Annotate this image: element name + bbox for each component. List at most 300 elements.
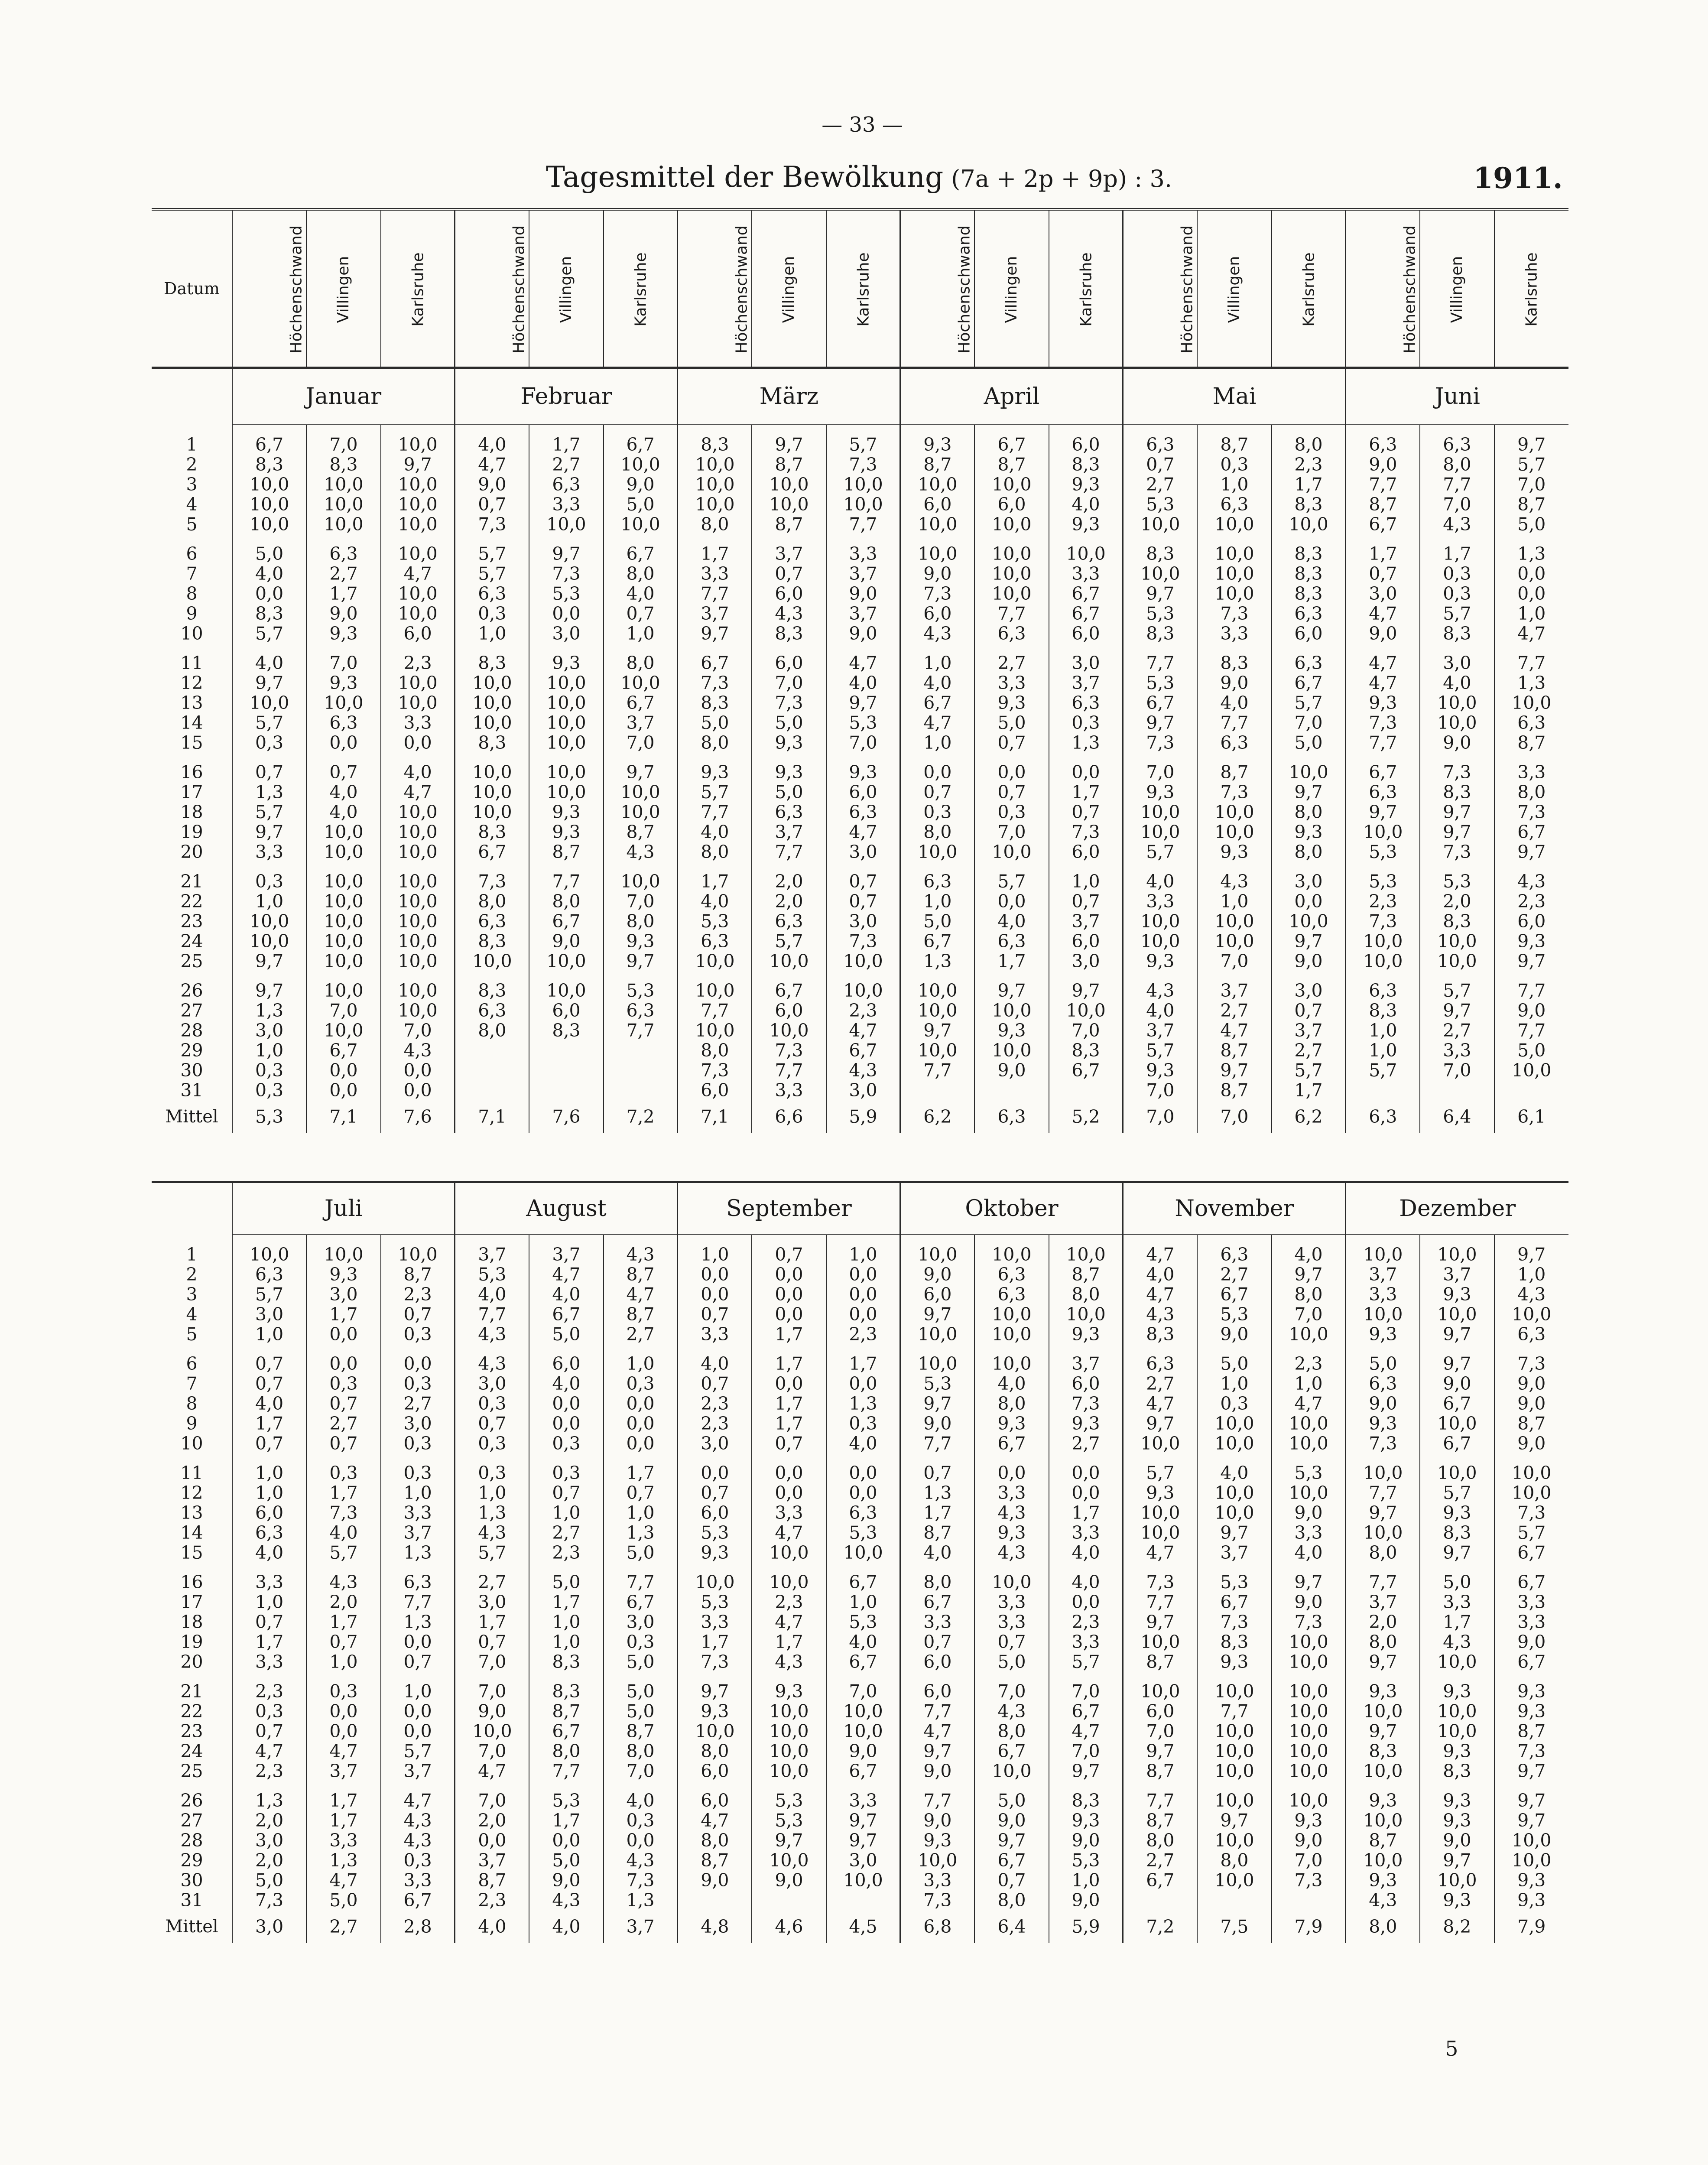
value-cell: 3,0 — [1346, 584, 1420, 604]
day-cell: 12 — [152, 1483, 232, 1503]
value-cell: 1,0 — [381, 1483, 455, 1503]
value-cell: 0,0 — [826, 1483, 900, 1503]
value-cell: 5,7 — [1272, 1060, 1346, 1080]
value-cell: 10,0 — [604, 782, 678, 802]
value-cell: 3,0 — [826, 842, 900, 862]
value-cell: 10,0 — [1346, 1304, 1420, 1324]
value-cell: 4,3 — [1420, 514, 1494, 534]
value-cell: 5,7 — [381, 1741, 455, 1761]
value-cell: 2,3 — [381, 1284, 455, 1304]
value-cell: 6,0 — [1049, 624, 1123, 644]
value-cell: 10,0 — [232, 693, 306, 713]
value-cell: 9,0 — [529, 931, 603, 951]
value-cell: 5,0 — [900, 911, 974, 931]
value-cell: 8,3 — [1346, 1741, 1420, 1761]
value-cell: 4,0 — [826, 1632, 900, 1652]
value-cell: 8,7 — [455, 1870, 529, 1890]
page-number: — 33 — — [822, 113, 903, 137]
value-cell: 6,0 — [1123, 1701, 1197, 1721]
value-cell: 4,3 — [826, 1060, 900, 1080]
value-cell: 7,3 — [1346, 911, 1420, 931]
value-cell: 7,0 — [1049, 1681, 1123, 1701]
value-cell: 10,0 — [1346, 1850, 1420, 1870]
value-cell: 0,3 — [232, 733, 306, 753]
value-cell — [1197, 1890, 1271, 1910]
station-name: Karlsruhe — [1077, 252, 1095, 327]
value-cell: 4,7 — [1517, 624, 1546, 644]
station-name: Karlsruhe — [1523, 252, 1541, 327]
value-cell: 3,0 — [1049, 653, 1123, 673]
value-cell: 7,0 — [826, 733, 900, 753]
value-cell: 9,7 — [1517, 1811, 1546, 1830]
station-name: Villingen — [1002, 256, 1020, 323]
value-cell: 5,0 — [604, 1543, 678, 1563]
table-row — [152, 842, 1568, 862]
day-cell: 10 — [152, 624, 232, 644]
value-cell: 3,0 — [455, 1374, 529, 1394]
value-cell: 4,0 — [306, 1523, 380, 1543]
value-cell: 9,3 — [1517, 1701, 1546, 1721]
value-cell: 0,0 — [752, 1265, 826, 1284]
value-cell: 3,3 — [1197, 624, 1271, 644]
mittel-value: 6,1 — [1517, 1106, 1546, 1127]
value-cell: 6,0 — [900, 1681, 974, 1701]
value-cell: 8,3 — [529, 1652, 603, 1672]
day-cell: 6 — [152, 1354, 232, 1374]
value-cell: 1,7 — [529, 1811, 603, 1830]
value-cell: 7,3 — [1517, 802, 1546, 822]
value-cell: 1,7 — [974, 951, 1049, 971]
value-cell: 5,0 — [752, 713, 826, 733]
value-cell: 1,3 — [232, 1791, 306, 1811]
table-row — [152, 1414, 1568, 1434]
value-cell: 9,7 — [1517, 1791, 1546, 1811]
value-cell: 3,3 — [900, 1612, 974, 1632]
value-cell: 1,7 — [900, 1503, 974, 1523]
value-cell: 8,7 — [1517, 1414, 1546, 1434]
value-cell: 5,0 — [1272, 733, 1346, 753]
month-header: September — [678, 1182, 900, 1235]
value-cell: 7,7 — [678, 584, 752, 604]
day-cell: 17 — [152, 782, 232, 802]
table-row — [152, 564, 1568, 584]
day-cell: 30 — [152, 1870, 232, 1890]
value-cell: 7,3 — [1517, 1741, 1546, 1761]
value-cell: 1,7 — [752, 1354, 826, 1374]
table-row — [152, 1503, 1568, 1523]
value-cell: 3,7 — [826, 604, 900, 624]
value-cell: 6,0 — [678, 1503, 752, 1523]
value-cell: 8,3 — [752, 624, 826, 644]
mittel-value: 7,0 — [1123, 1100, 1197, 1133]
value-cell: 0,7 — [1272, 1001, 1346, 1021]
value-cell: 7,7 — [900, 1701, 974, 1721]
station-name: Villingen — [334, 256, 352, 323]
value-cell — [1420, 1080, 1494, 1100]
value-cell: 0,0 — [306, 1354, 380, 1374]
value-cell: 8,0 — [974, 1890, 1049, 1910]
value-cell: 0,0 — [752, 1463, 826, 1483]
value-cell: 10,0 — [1346, 1701, 1420, 1721]
value-cell: 0,0 — [604, 1394, 678, 1414]
table-row — [152, 653, 1568, 673]
day-cell: 5 — [152, 514, 232, 534]
value-cell: 8,7 — [1049, 1265, 1123, 1284]
value-cell: 10,0 — [381, 891, 455, 911]
value-cell: 6,3 — [1197, 733, 1271, 753]
table-row — [152, 1324, 1568, 1344]
value-cell: 3,7 — [455, 1245, 529, 1265]
value-cell: 10,0 — [974, 1245, 1049, 1265]
value-cell: 8,0 — [1123, 1830, 1197, 1850]
value-cell: 9,7 — [232, 673, 306, 693]
value-cell: 9,3 — [752, 1681, 826, 1701]
value-cell: 4,7 — [381, 782, 455, 802]
value-cell: 9,0 — [974, 1060, 1049, 1080]
value-cell: 7,3 — [455, 514, 529, 534]
value-cell: 6,7 — [1049, 604, 1123, 624]
value-cell: 8,0 — [1346, 1632, 1420, 1652]
table-row — [152, 1040, 1568, 1060]
value-cell: 3,7 — [1123, 1021, 1197, 1040]
value-cell: 10,0 — [1197, 1681, 1271, 1701]
value-cell: 9,7 — [1123, 1414, 1197, 1434]
value-cell: 6,7 — [1517, 1652, 1546, 1672]
value-cell: 4,0 — [232, 1543, 306, 1563]
value-cell: 10,0 — [529, 713, 603, 733]
value-cell: 5,3 — [826, 1523, 900, 1543]
value-cell: 3,3 — [529, 494, 603, 514]
value-cell: 7,7 — [604, 1021, 678, 1040]
value-cell: 1,7 — [678, 871, 752, 891]
value-cell: 6,3 — [752, 911, 826, 931]
value-cell: 8,0 — [1272, 802, 1346, 822]
value-cell: 7,7 — [1123, 653, 1197, 673]
value-cell: 4,0 — [826, 1434, 900, 1453]
day-cell: 5 — [152, 1324, 232, 1344]
value-cell: 10,0 — [455, 673, 529, 693]
table-row — [152, 1394, 1568, 1414]
value-cell: 9,7 — [1420, 1324, 1494, 1344]
value-cell: 0,7 — [604, 1483, 678, 1503]
station-header — [900, 209, 974, 368]
value-cell: 6,3 — [974, 624, 1049, 644]
station-name: Höchenschwand — [733, 225, 751, 354]
value-cell: 3,3 — [752, 1503, 826, 1523]
value-cell: 3,7 — [752, 822, 826, 842]
value-cell: 9,7 — [900, 1021, 974, 1040]
value-cell: 7,0 — [306, 435, 380, 455]
value-cell: 0,0 — [232, 584, 306, 604]
value-cell: 10,0 — [1123, 1632, 1197, 1652]
value-cell: 0,7 — [900, 782, 974, 802]
value-cell: 9,3 — [1420, 1741, 1494, 1761]
value-cell: 8,7 — [604, 1265, 678, 1284]
value-cell: 9,7 — [678, 1681, 752, 1701]
value-cell: 7,7 — [1197, 713, 1271, 733]
mittel-value: 6,3 — [1346, 1100, 1420, 1133]
value-cell: 4,7 — [1123, 1543, 1197, 1563]
station-header — [529, 209, 603, 368]
day-cell: 27 — [152, 1811, 232, 1830]
value-cell: 5,3 — [752, 1811, 826, 1830]
value-cell: 9,3 — [1272, 822, 1346, 842]
value-cell: 10,0 — [1272, 1701, 1346, 1721]
value-cell: 6,7 — [900, 931, 974, 951]
value-cell — [529, 1060, 603, 1080]
value-cell: 7,7 — [752, 842, 826, 862]
value-cell: 7,3 — [1517, 1503, 1546, 1523]
value-cell: 5,0 — [974, 713, 1049, 733]
value-cell: 4,3 — [752, 1652, 826, 1672]
value-cell: 1,7 — [1272, 475, 1346, 494]
day-cell: 28 — [152, 1830, 232, 1850]
value-cell: 10,0 — [1123, 911, 1197, 931]
value-cell: 6,3 — [1517, 1324, 1546, 1344]
value-cell: 0,7 — [974, 733, 1049, 753]
value-cell: 7,7 — [900, 1060, 974, 1080]
value-cell: 0,7 — [455, 1632, 529, 1652]
mittel-value: 7,6 — [529, 1100, 603, 1133]
value-cell: 10,0 — [1123, 1523, 1197, 1543]
value-cell: 7,0 — [974, 822, 1049, 842]
value-cell: 9,3 — [678, 762, 752, 782]
day-cell: 29 — [152, 1850, 232, 1870]
value-cell: 3,3 — [974, 1483, 1049, 1503]
value-cell: 8,3 — [1197, 1632, 1271, 1652]
value-cell: 9,7 — [1123, 584, 1197, 604]
value-cell: 10,0 — [381, 584, 455, 604]
value-cell: 0,3 — [529, 1463, 603, 1483]
value-cell: 2,3 — [1049, 1612, 1123, 1632]
value-cell: 4,3 — [381, 1040, 455, 1060]
table-row — [152, 514, 1568, 534]
value-cell: 9,3 — [306, 1265, 380, 1284]
gap-row — [152, 1563, 1568, 1572]
value-cell: 9,7 — [1272, 1265, 1346, 1284]
value-cell: 9,0 — [1272, 1830, 1346, 1850]
value-cell: 8,7 — [752, 455, 826, 475]
value-cell: 5,0 — [232, 1870, 306, 1890]
value-cell: 5,0 — [1346, 1354, 1420, 1374]
value-cell: 9,0 — [1517, 1001, 1546, 1021]
station-name: Villingen — [779, 256, 798, 323]
value-cell: 0,0 — [529, 1414, 603, 1434]
section-separator — [152, 1133, 1568, 1182]
value-cell: 5,0 — [752, 782, 826, 802]
value-cell: 7,7 — [455, 1304, 529, 1324]
value-cell: 5,3 — [826, 1612, 900, 1632]
day-cell: 8 — [152, 1394, 232, 1414]
value-cell: 3,3 — [381, 713, 455, 733]
value-cell: 8,0 — [529, 891, 603, 911]
value-cell: 2,0 — [1420, 891, 1494, 911]
value-cell: 5,0 — [1517, 514, 1546, 534]
value-cell: 7,7 — [1197, 1701, 1271, 1721]
value-cell: 3,3 — [1049, 564, 1123, 584]
value-cell: 9,7 — [381, 455, 455, 475]
value-cell: 0,3 — [1420, 564, 1494, 584]
value-cell: 2,7 — [1049, 1434, 1123, 1453]
value-cell — [529, 1040, 603, 1060]
value-cell: 7,3 — [232, 1890, 306, 1910]
value-cell: 10,0 — [752, 1721, 826, 1741]
value-cell: 10,0 — [1197, 1434, 1271, 1453]
value-cell: 3,0 — [1272, 981, 1346, 1001]
value-cell: 10,0 — [604, 802, 678, 822]
value-cell: 6,0 — [1517, 911, 1546, 931]
value-cell: 2,7 — [1123, 1374, 1197, 1394]
value-cell: 0,7 — [752, 564, 826, 584]
month-header: Februar — [455, 368, 678, 425]
table-row — [152, 871, 1568, 891]
value-cell — [604, 1060, 678, 1080]
value-cell: 6,7 — [974, 1434, 1049, 1453]
value-cell: 8,0 — [1049, 1284, 1123, 1304]
table-row — [152, 1265, 1568, 1284]
station-header — [678, 209, 752, 368]
value-cell: 3,3 — [1420, 1592, 1494, 1612]
value-cell: 5,7 — [1517, 1523, 1546, 1543]
day-cell: 16 — [152, 1572, 232, 1592]
value-cell: 4,0 — [455, 435, 529, 455]
value-cell: 6,7 — [604, 693, 678, 713]
value-cell: 3,7 — [1049, 911, 1123, 931]
value-cell: 7,7 — [900, 1791, 974, 1811]
value-cell: 6,7 — [1049, 1060, 1123, 1080]
value-cell: 1,7 — [306, 1304, 380, 1324]
value-cell: 6,3 — [1123, 435, 1197, 455]
value-cell: 6,0 — [529, 1001, 603, 1021]
value-cell: 7,3 — [455, 871, 529, 891]
value-cell: 7,0 — [1123, 1080, 1197, 1100]
day-cell: 21 — [152, 1681, 232, 1701]
value-cell: 7,3 — [678, 1060, 752, 1080]
value-cell: 10,0 — [752, 951, 826, 971]
value-cell: 3,7 — [306, 1761, 380, 1781]
value-cell: 7,7 — [752, 1060, 826, 1080]
value-cell: 3,0 — [232, 1021, 306, 1040]
value-cell: 4,3 — [604, 1850, 678, 1870]
value-cell: 1,7 — [1049, 1503, 1123, 1523]
value-cell: 10,0 — [1197, 1721, 1271, 1741]
value-cell: 10,0 — [1197, 822, 1271, 842]
day-cell: 7 — [152, 1374, 232, 1394]
value-cell: 9,0 — [900, 1414, 974, 1434]
value-cell: 1,0 — [604, 1503, 678, 1523]
value-cell: 6,3 — [752, 802, 826, 822]
value-cell: 3,3 — [1517, 1592, 1546, 1612]
table-row — [152, 455, 1568, 475]
value-cell: 2,0 — [752, 891, 826, 911]
value-cell: 0,3 — [974, 802, 1049, 822]
value-cell: 3,7 — [1272, 1021, 1346, 1040]
value-cell: 9,0 — [1272, 1503, 1346, 1523]
value-cell: 4,7 — [826, 653, 900, 673]
value-cell: 1,7 — [752, 1414, 826, 1434]
value-cell: 10,0 — [1346, 931, 1420, 951]
table-row — [152, 1060, 1568, 1080]
value-cell: 3,7 — [455, 1850, 529, 1870]
value-cell: 6,0 — [974, 494, 1049, 514]
value-cell — [455, 1080, 529, 1100]
value-cell: 4,3 — [529, 1890, 603, 1910]
mittel-value: 6,4 — [1420, 1100, 1494, 1133]
value-cell: 7,0 — [826, 1681, 900, 1701]
value-cell: 5,7 — [232, 624, 306, 644]
value-cell: 10,0 — [678, 1721, 752, 1741]
value-cell: 2,3 — [1517, 891, 1546, 911]
value-cell: 2,7 — [455, 1572, 529, 1592]
value-cell: 10,0 — [529, 514, 603, 534]
value-cell: 4,0 — [232, 1394, 306, 1414]
day-cell: 10 — [152, 1434, 232, 1453]
value-cell: 2,7 — [1197, 1265, 1271, 1284]
value-cell: 0,0 — [826, 1374, 900, 1394]
value-cell: 6,3 — [232, 1523, 306, 1543]
value-cell: 8,7 — [529, 1701, 603, 1721]
table-row — [152, 1681, 1568, 1701]
value-cell — [455, 1060, 529, 1080]
value-cell: 0,0 — [1272, 891, 1346, 911]
value-cell: 7,0 — [1420, 1060, 1494, 1080]
value-cell: 10,0 — [678, 951, 752, 971]
value-cell: 10,0 — [974, 475, 1049, 494]
value-cell: 10,0 — [1123, 1434, 1197, 1453]
value-cell — [529, 1080, 603, 1100]
station-header-row — [152, 209, 1568, 368]
value-cell: 2,0 — [455, 1811, 529, 1830]
value-cell: 6,0 — [752, 584, 826, 604]
value-cell: 9,7 — [1346, 1503, 1420, 1523]
value-cell: 3,3 — [1346, 1284, 1420, 1304]
value-cell: 0,7 — [752, 1245, 826, 1265]
value-cell: 10,0 — [1512, 1060, 1552, 1080]
value-cell: 10,0 — [1197, 1414, 1271, 1434]
gap-row — [152, 971, 1568, 981]
value-cell: 8,7 — [604, 822, 678, 842]
value-cell: 10,0 — [1197, 1830, 1271, 1850]
value-cell: 5,3 — [1272, 1463, 1346, 1483]
value-cell: 8,7 — [1517, 494, 1546, 514]
value-cell: 7,0 — [455, 1791, 529, 1811]
value-cell: 4,3 — [381, 1830, 455, 1850]
value-cell: 4,0 — [678, 891, 752, 911]
value-cell: 10,0 — [752, 1761, 826, 1781]
value-cell: 6,0 — [1049, 931, 1123, 951]
value-cell: 0,7 — [826, 871, 900, 891]
value-cell: 4,3 — [1517, 871, 1546, 891]
value-cell: 5,7 — [1123, 842, 1197, 862]
value-cell: 6,7 — [1517, 1572, 1546, 1592]
value-cell: 3,0 — [455, 1592, 529, 1612]
value-cell: 7,3 — [529, 564, 603, 584]
value-cell: 10,0 — [678, 475, 752, 494]
value-cell: 2,7 — [1123, 475, 1197, 494]
mittel-value: 5,9 — [826, 1100, 900, 1133]
value-cell: 10,0 — [900, 1040, 974, 1060]
value-cell: 9,7 — [826, 1830, 900, 1850]
value-cell: 8,3 — [1420, 782, 1494, 802]
value-cell: 10,0 — [1197, 564, 1271, 584]
value-cell: 7,3 — [1420, 842, 1494, 862]
value-cell: 1,0 — [381, 1681, 455, 1701]
value-cell: 5,3 — [1420, 871, 1494, 891]
value-cell: 4,7 — [752, 1612, 826, 1632]
value-cell: 5,3 — [1346, 871, 1420, 891]
value-cell: 8,3 — [1420, 624, 1494, 644]
value-cell: 0,0 — [306, 1324, 380, 1344]
